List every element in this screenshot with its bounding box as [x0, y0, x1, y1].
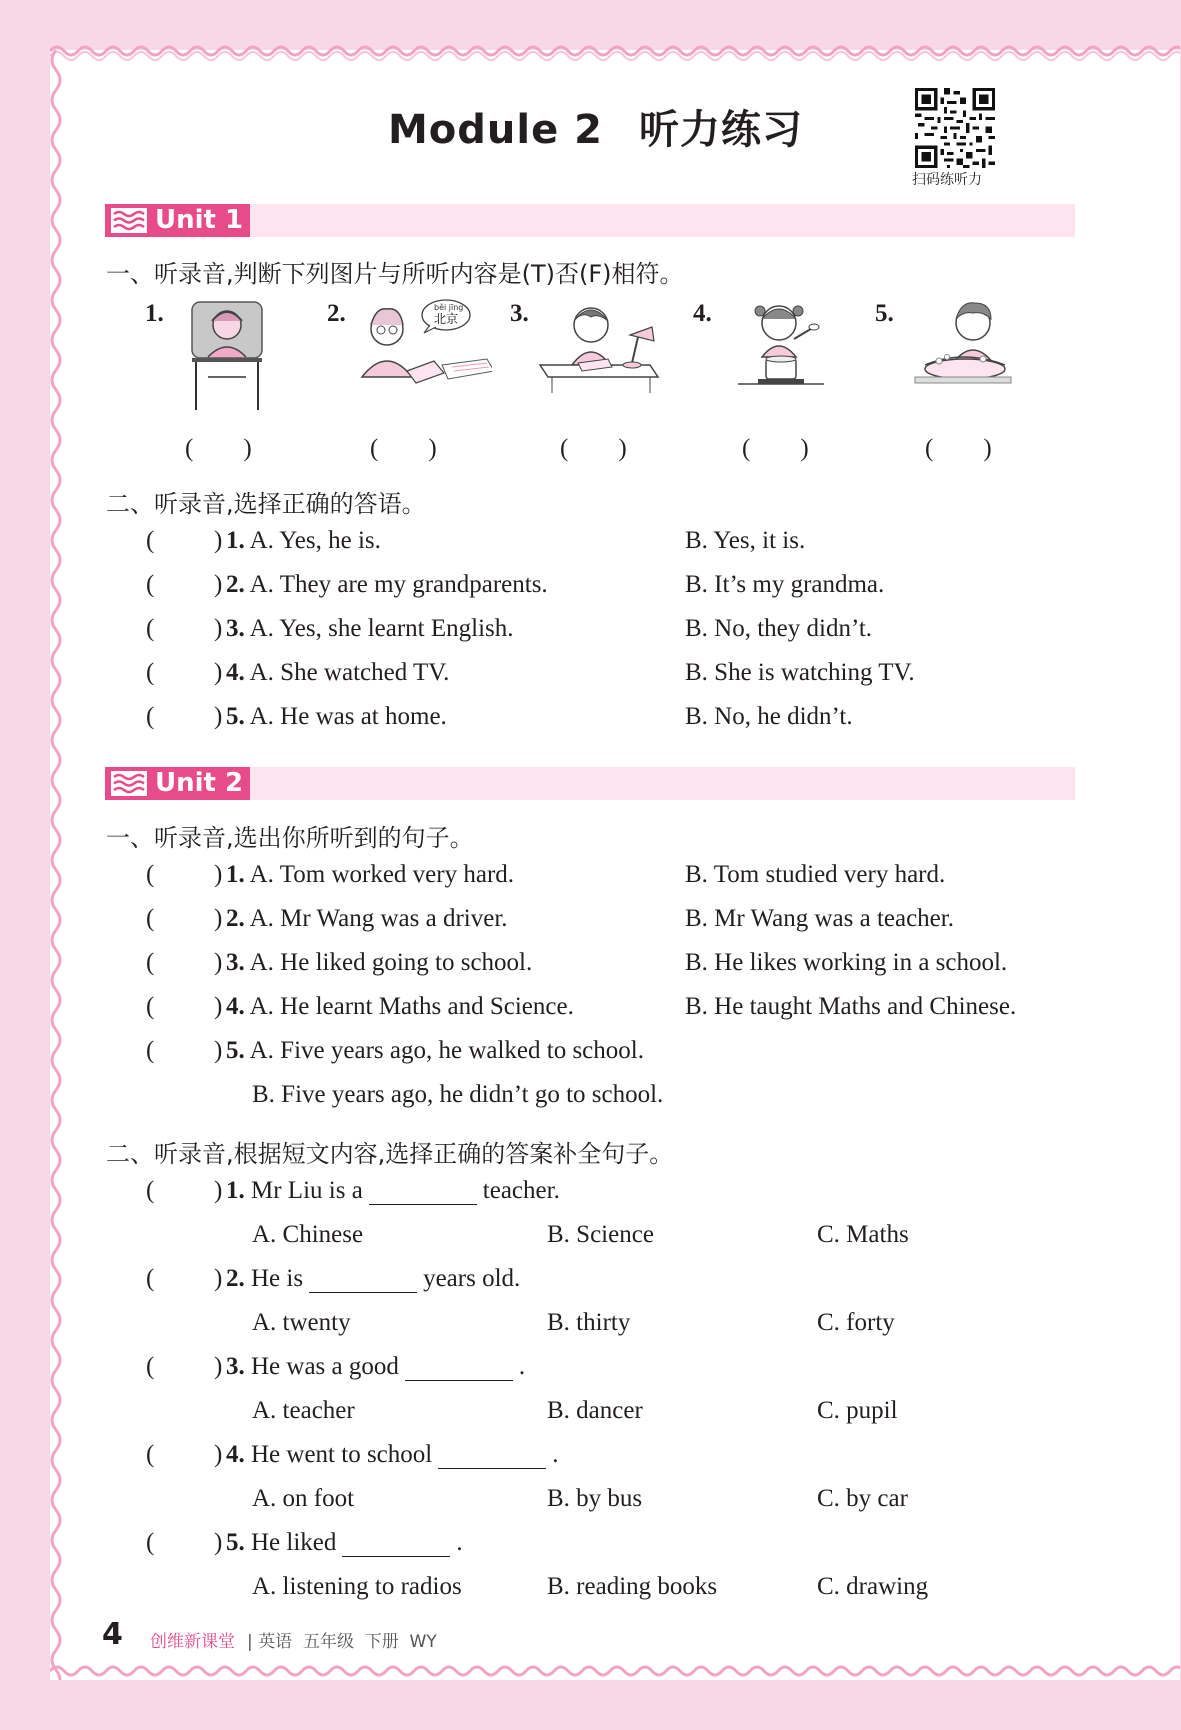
answer-paren-open[interactable]: (: [146, 1353, 155, 1380]
answer-paren-open[interactable]: (: [146, 861, 155, 888]
option-c[interactable]: C. pupil: [817, 1397, 898, 1424]
option-b[interactable]: B. No, he didn’t.: [685, 703, 853, 730]
footer-brand: 创维新课堂: [150, 1632, 235, 1652]
wavy-border-bottom: [50, 1660, 1180, 1682]
question-row: [226, 861, 514, 889]
question-number: 5.: [226, 1037, 245, 1064]
answer-paren-close: ): [214, 659, 223, 686]
option-b[interactable]: B. He taught Maths and Chinese.: [685, 993, 1017, 1020]
answer-paren-close: ): [214, 1177, 223, 1204]
question-text-end: .: [456, 1529, 463, 1556]
title-cn: 听力练习: [639, 107, 803, 153]
option-a[interactable]: A. They are my grandparents.: [249, 571, 548, 598]
question-row: [226, 527, 381, 555]
answer-paren-open[interactable]: (: [146, 1177, 155, 1204]
answer-blank[interactable]: [438, 1443, 546, 1469]
answer-paren-open[interactable]: (: [146, 949, 155, 976]
option-a[interactable]: A. teacher: [252, 1397, 355, 1424]
question-row: [226, 1441, 558, 1469]
wavy-border-top: [50, 40, 1180, 62]
answer-paren-open[interactable]: (: [146, 993, 155, 1020]
answer-paren-open[interactable]: (: [146, 703, 155, 730]
option-b[interactable]: B. Tom studied very hard.: [685, 861, 946, 888]
wavy-border-left: [45, 50, 67, 1680]
question-number: 5.: [226, 1529, 245, 1556]
waves-icon: [111, 208, 147, 233]
option-b[interactable]: B. No, they didn’t.: [685, 615, 873, 642]
question-row: [226, 1177, 560, 1205]
question-text-end: years old.: [423, 1265, 521, 1292]
option-a[interactable]: A. Yes, she learnt English.: [249, 615, 514, 642]
option-a[interactable]: A. She watched TV.: [249, 659, 450, 686]
question-row: [226, 1037, 644, 1065]
answer-paren-open[interactable]: (: [146, 905, 155, 932]
question-number: 4.: [226, 1441, 245, 1468]
question-text: He went to school: [251, 1441, 433, 1468]
girl-cooking-icon: [736, 297, 826, 402]
answer-paren-open[interactable]: (: [146, 615, 155, 642]
option-a[interactable]: A. Mr Wang was a driver.: [249, 905, 508, 932]
question-number: 1.: [226, 527, 245, 554]
question-text: He liked: [251, 1529, 337, 1556]
option-a[interactable]: A. He was at home.: [249, 703, 447, 730]
answer-paren-open[interactable]: (: [146, 571, 155, 598]
answer-paren[interactable]: ( ): [742, 435, 809, 462]
question-text-end: teacher.: [482, 1177, 560, 1204]
option-b[interactable]: B. Yes, it is.: [685, 527, 806, 554]
answer-paren-close: ): [214, 905, 223, 932]
option-b[interactable]: B. Mr Wang was a teacher.: [685, 905, 954, 932]
answer-paren-close: ): [214, 571, 223, 598]
option-b[interactable]: B. by bus: [547, 1485, 643, 1512]
unit1-part2-heading: 二、听录音,选择正确的答语。: [106, 490, 426, 518]
unit1-label: Unit 1: [155, 205, 244, 235]
question-number: 4.: [226, 993, 245, 1020]
waves-icon: [111, 771, 147, 796]
question-row: [226, 659, 449, 687]
picture-number: 1.: [145, 300, 164, 327]
option-b[interactable]: B. He likes working in a school.: [685, 949, 1008, 976]
picture-number: 4.: [693, 300, 712, 327]
answer-blank[interactable]: [309, 1267, 417, 1293]
question-text: Mr Liu is a: [251, 1177, 363, 1204]
answer-paren[interactable]: ( ): [185, 435, 252, 462]
page-number: 4: [102, 1617, 123, 1652]
option-c[interactable]: C. drawing: [817, 1573, 929, 1600]
answer-paren-close: ): [214, 527, 223, 554]
option-a[interactable]: A. He learnt Maths and Science.: [249, 993, 574, 1020]
qr-caption: 扫码练听力: [912, 172, 982, 188]
option-b[interactable]: B. Five years ago, he didn’t go to school.: [252, 1081, 664, 1108]
option-a[interactable]: A. listening to radios: [252, 1573, 462, 1600]
boy-washing-icon: [913, 297, 1013, 402]
question-number: 3.: [226, 1353, 245, 1380]
picture-number: 5.: [875, 300, 894, 327]
question-row: [226, 993, 574, 1021]
option-a[interactable]: A. Five years ago, he walked to school.: [249, 1037, 644, 1064]
question-number: 3.: [226, 615, 245, 642]
question-number: 2.: [226, 905, 245, 932]
unit2-header: [105, 767, 1075, 800]
option-a[interactable]: A. twenty: [252, 1309, 351, 1336]
answer-paren-close: ): [214, 1353, 223, 1380]
unit1-part1-heading: 一、听录音,判断下列图片与所听内容是(T)否(F)相符。: [106, 260, 684, 288]
speech-pinyin: běi jīng: [434, 303, 464, 312]
answer-paren-open[interactable]: (: [146, 659, 155, 686]
option-b[interactable]: B. reading books: [547, 1573, 718, 1600]
grandma-writing-icon: [352, 297, 492, 397]
unit1-header: [105, 204, 1075, 237]
answer-blank[interactable]: [405, 1355, 513, 1381]
option-b[interactable]: B. It’s my grandma.: [685, 571, 885, 598]
question-number: 1.: [226, 861, 245, 888]
question-row: [226, 1529, 463, 1557]
answer-paren-close: ): [214, 993, 223, 1020]
girl-studying-icon: [538, 297, 663, 397]
answer-paren-open[interactable]: (: [146, 1037, 155, 1064]
unit2-label: Unit 2: [155, 768, 244, 798]
question-text: He was a good: [251, 1353, 399, 1380]
option-c[interactable]: C. Maths: [817, 1221, 909, 1248]
question-row: [226, 1265, 520, 1293]
picture-number: 3.: [510, 300, 529, 327]
unit1-tag: [105, 204, 250, 237]
question-number: 5.: [226, 703, 245, 730]
option-a[interactable]: A. Tom worked very hard.: [249, 861, 515, 888]
answer-paren[interactable]: ( ): [560, 435, 627, 462]
footer-book-info: | 英语 五年级 下册 WY: [247, 1632, 437, 1652]
question-row: [226, 1353, 525, 1381]
question-row: [226, 615, 514, 643]
unit2-tag: [105, 767, 250, 800]
question-row: [226, 905, 508, 933]
question-number: 3.: [226, 949, 245, 976]
option-b[interactable]: B. dancer: [547, 1397, 643, 1424]
option-a[interactable]: A. Yes, he is.: [249, 527, 381, 554]
question-number: 2.: [226, 1265, 245, 1292]
question-row: [226, 703, 447, 731]
option-a[interactable]: A. He liked going to school.: [249, 949, 533, 976]
title-module: Module 2: [388, 107, 603, 153]
answer-paren-close: ): [214, 861, 223, 888]
question-text: He is: [251, 1265, 304, 1292]
answer-paren-close: ): [214, 615, 223, 642]
answer-paren-close: ): [214, 1037, 223, 1064]
answer-paren-close: ): [214, 1265, 223, 1292]
answer-paren-open[interactable]: (: [146, 1265, 155, 1292]
page-title: [0, 98, 1181, 155]
question-text-end: .: [518, 1353, 526, 1380]
answer-paren-close: ): [214, 1529, 223, 1556]
question-text-end: .: [552, 1441, 559, 1468]
question-number: 1.: [226, 1177, 245, 1204]
answer-paren-close: ): [214, 949, 223, 976]
answer-blank[interactable]: [369, 1179, 477, 1205]
question-number: 4.: [226, 659, 245, 686]
speech-text: 北京: [434, 312, 459, 326]
answer-paren[interactable]: ( ): [370, 435, 437, 462]
option-c[interactable]: C. forty: [817, 1309, 895, 1336]
answer-paren-open[interactable]: (: [146, 1529, 155, 1556]
unit2-part2-heading: 二、听录音,根据短文内容,选择正确的答案补全句子。: [106, 1140, 674, 1168]
option-b[interactable]: B. She is watching TV.: [685, 659, 915, 686]
answer-paren-open[interactable]: (: [146, 527, 155, 554]
question-number: 2.: [226, 571, 245, 598]
unit2-part1-heading: 一、听录音,选出你所听到的句子。: [106, 824, 474, 852]
answer-paren-close: ): [214, 703, 223, 730]
option-a[interactable]: A. Chinese: [252, 1221, 364, 1248]
answer-paren-close: ): [214, 1441, 223, 1468]
grandma-portrait-icon: [188, 297, 268, 412]
option-a[interactable]: A. on foot: [252, 1485, 355, 1512]
option-b[interactable]: B. Science: [547, 1221, 654, 1248]
option-b[interactable]: B. thirty: [547, 1309, 631, 1336]
question-row: [226, 949, 532, 977]
answer-paren-open[interactable]: (: [146, 1441, 155, 1468]
option-c[interactable]: C. by car: [817, 1485, 908, 1512]
qr-code-icon[interactable]: [915, 88, 995, 168]
answer-blank[interactable]: [342, 1531, 450, 1557]
question-row: [226, 571, 548, 599]
answer-paren[interactable]: ( ): [925, 435, 992, 462]
picture-number: 2.: [327, 300, 346, 327]
